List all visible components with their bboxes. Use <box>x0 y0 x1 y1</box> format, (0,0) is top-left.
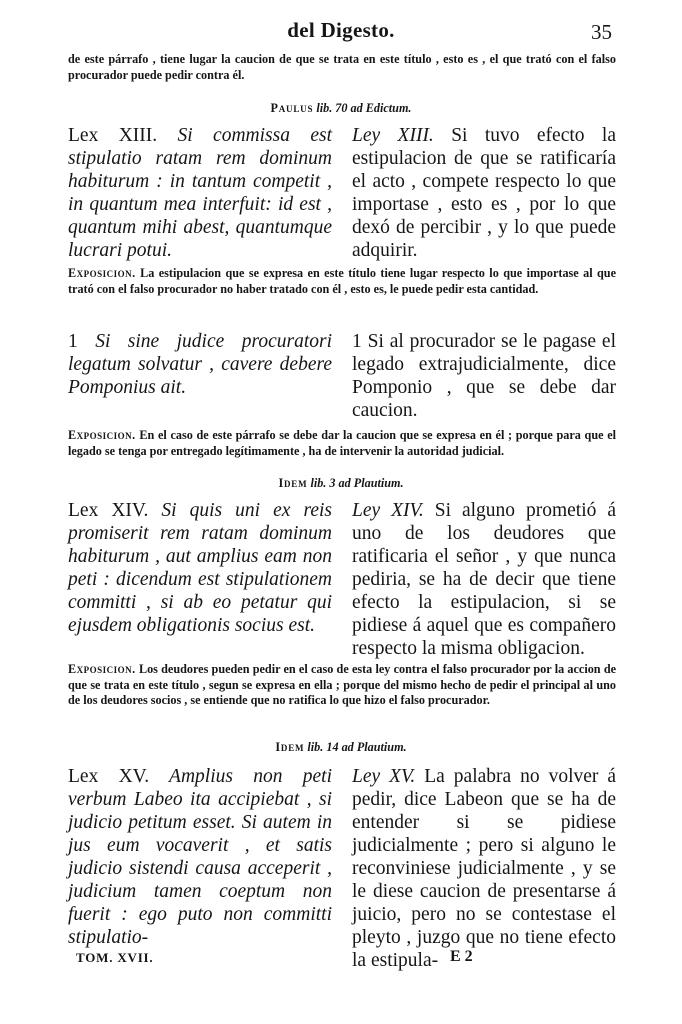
source-ref: lib. 14 ad Plautium. <box>307 740 407 754</box>
latin-text-block <box>68 124 332 262</box>
spanish-text-block <box>352 499 616 660</box>
ley-label: Ley XIII. <box>352 125 434 146</box>
latin-text-block <box>68 330 332 399</box>
paragraph-number: 1 <box>68 331 78 352</box>
lex-label: Lex XIV. <box>68 500 149 521</box>
exposition-paragraph <box>68 428 616 459</box>
source-citation <box>0 101 682 116</box>
ley-label: Ley XIV. <box>352 500 424 521</box>
source-citation <box>0 740 682 755</box>
spanish-text: Si tuvo efecto la estipulacion de que se ratificaría el acto , compete respecto lo que importase , esto es , por lo que dexó de percibir , y lo que puede adquirir. <box>352 125 616 261</box>
spanish-text: Si alguno prometió á uno de los deudores que ratificaria el señor , y que nunca pediria, se ha de decir que tiene efecto la estipulacion, si se pidiese á aquel que es compañero respecto la misma obligacion. <box>352 500 616 659</box>
running-head <box>0 18 682 48</box>
latin-text: Si quis uni ex reis promiserit rem ratam dominum habiturum , aut amplius eam non peti : dicendum est stipulationem committi , si ab eo petatur qui ejusdem obligationis socius est. <box>68 500 332 636</box>
ley-label: Ley XV. <box>352 766 416 787</box>
source-author: Paulus <box>270 101 314 115</box>
spanish-text: Si al procurador se le pagase el legado extrajudicialmente, dice Pomponio , que se debe dar caucion. <box>352 331 617 421</box>
source-ref: lib. 70 ad Edictum. <box>316 101 412 115</box>
exposition-paragraph <box>68 266 616 297</box>
exposition-text: En el caso de este párrafo se debe dar la caucion que se expresa en él ; porque para que el legado se tenga por entregado legítimamente , ha de intervenir la autoridad judicial. <box>68 428 617 458</box>
intro-paragraph: de este párrafo , tiene lugar la caucion de que se trata en este título , esto es , el que trató con el falso procurador puede pedir contra él. <box>68 52 616 82</box>
lex-label: Lex XIII. <box>68 125 158 146</box>
exposition-paragraph <box>68 662 616 709</box>
exposition-label: Exposicion. <box>68 662 136 676</box>
exposition-text: Los deudores pueden pedir en el caso de esta ley contra el falso procurador por la accion de que se trata en este título , segun se expresa en ella ; porque del mismo hecho de pedir el principal al uno de los deudores socios , se entiende que no ratifica lo que hizo el falso procurador. <box>68 662 617 707</box>
exposition-label: Exposicion. <box>68 428 136 442</box>
source-citation <box>0 476 682 491</box>
spanish-text-block <box>352 124 616 262</box>
source-author: Idem <box>278 476 308 490</box>
latin-text: Si commissa est stipulatio ratam rem dominum habiturum : in tantum competit , in quantum mea interfuit: id est , quantum mihi abest, quantumque lucrari potui. <box>68 125 333 261</box>
latin-text-block <box>68 499 332 637</box>
signature-mark: E 2 <box>450 948 473 965</box>
spanish-text-block <box>352 330 616 422</box>
running-title: del Digesto. <box>287 18 395 42</box>
page-number: 35 <box>591 20 612 44</box>
paragraph-number: 1 <box>352 331 362 352</box>
exposition-label: Exposicion. <box>68 266 136 280</box>
volume-marker: TOM. XVII. <box>76 950 154 965</box>
latin-text-block <box>68 765 332 949</box>
exposition-text: La estipulacion que se expresa en este título tiene lugar respecto lo que importase al que trató con el falso procurador no haber tratado con él , esto es, le puede pedir esta cantidad. <box>68 266 616 296</box>
source-author: Idem <box>275 740 305 754</box>
spanish-text: La palabra no volver á pedir, dice Labeon que se ha de entender si se pidiese judicialmente ; pero si alguno le reconviniese judicialmente , y se le diese caucion de presentarse á juicio, pero no se contestase el pleyto , juzgo que no tiene efecto la estipula- <box>352 766 617 971</box>
latin-text: Amplius non peti verbum Labeo ita accipiebat , si judicio petitum esset. Si autem in jus eum vocaverit , et satis judicio sistendi causa acceperit , judicium tamen coeptum non fuerit : ego puto non committi stipulatio- <box>68 766 332 948</box>
spanish-text-block <box>352 765 616 972</box>
page-footer <box>0 950 682 972</box>
source-ref: lib. 3 ad Plautium. <box>310 476 404 490</box>
latin-text: Si sine judice procuratori legatum solvatur , cavere debere Pomponius ait. <box>68 331 332 398</box>
lex-label: Lex XV. <box>68 766 150 787</box>
